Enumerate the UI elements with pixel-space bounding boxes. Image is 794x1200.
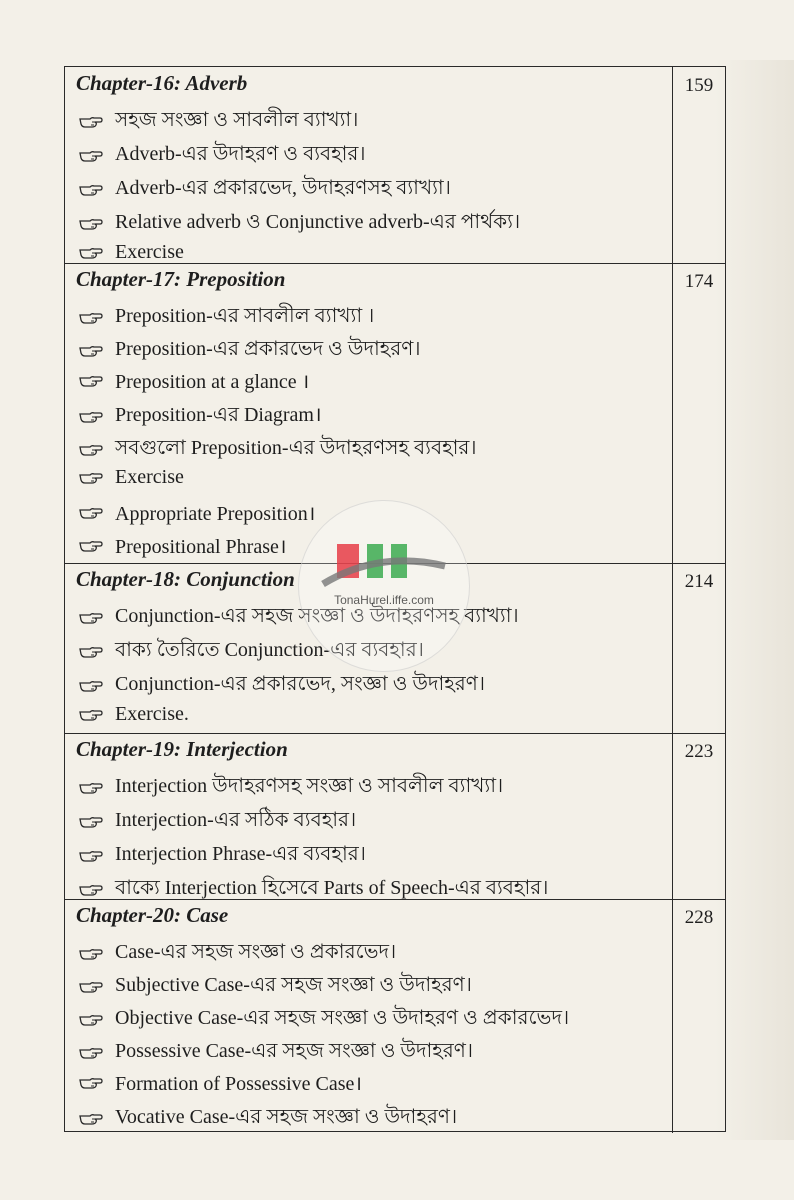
topic-list-item [79,1069,362,1096]
chapter-title: Chapter-18: Conjunction [76,567,295,591]
pointing-hand-icon [79,848,103,864]
pointing-hand-icon [79,442,103,458]
watermark [298,500,470,672]
topic-text: Interjection উদাহরণসহ সংজ্ঞা ও সাবলীল ব্যাখ্যা। [115,775,504,797]
chapter-block [65,733,725,900]
topic-text: Interjection-এর সঠিক ব্যবহার। [115,809,357,831]
topic-list-item [79,771,503,804]
pointing-hand-icon [79,814,103,830]
topic-list-item [79,805,356,838]
topic-text: Conjunction-এর প্রকারভেদ, সংজ্ঞা ও উদাহরণ। [115,673,486,695]
pointing-hand-icon [79,114,103,130]
topic-list-item [79,400,322,433]
topic-list-item [79,499,315,526]
pointing-hand-icon [79,1012,103,1028]
pointing-hand-icon [79,409,103,425]
topic-text: Exercise [115,241,184,263]
topic-text: বাক্য তৈরিতে Conjunction-এর ব্যবহার। [115,639,424,661]
topic-list-item [79,937,396,970]
topic-text: Interjection Phrase-এর ব্যবহার। [115,843,366,865]
topic-text: Conjunction-এর সহজ সংজ্ঞা ও উদাহরণসহ ব্যাখ্যা। [115,605,519,627]
pointing-hand-icon [79,1045,103,1061]
topic-text: Objective Case-এর সহজ সংজ্ঞা ও উদাহরণ ও প্রকারভেদ। [115,1007,570,1029]
chapter-title: Chapter-17: Preposition [76,267,286,291]
pointing-hand-icon [79,610,103,626]
topic-text: Preposition-এর সাবলীল ব্যাখ্যা । [115,305,375,327]
topic-list-item [79,532,286,559]
topic-text: Adverb-এর প্রকারভেদ, উদাহরণসহ ব্যাখ্যা। [115,177,451,199]
topic-list-item [79,1102,457,1135]
topic-text: Preposition at a glance । [115,371,310,393]
pointing-hand-icon [79,644,103,660]
topic-text: বাক্যে Interjection হিসেবে Parts of Speech-এর ব্যবহার। [115,877,549,899]
topic-text: Relative adverb ও Conjunctive adverb-এর পার্থক্য। [115,211,521,233]
topic-text: Adverb-এর উদাহরণ ও ব্যবহার। [115,143,366,165]
topic-text: সবগুলো Preposition-এর উদাহরণসহ ব্যবহার। [115,437,477,459]
topic-text: Appropriate Preposition। [115,503,316,525]
pointing-hand-icon [79,216,103,232]
topic-text: সহজ সংজ্ঞা ও সাবলীল ব্যাখ্যা। [115,109,359,131]
chapter-title: Chapter-19: Interjection [76,737,288,761]
topic-list-item [79,207,520,240]
chapter-block [65,67,725,264]
watermark-text: TonaHurel.iffe.com [334,593,434,607]
page-number-column [672,899,725,1133]
pointing-hand-icon [79,780,103,796]
topic-text: Formation of Possessive Case। [115,1073,363,1095]
pointing-hand-icon [79,373,103,389]
pointing-hand-icon [79,946,103,962]
pointing-hand-icon [79,979,103,995]
topic-text: Exercise. [115,703,189,725]
topic-list-item [79,839,366,872]
topic-list-item [79,669,485,702]
topic-text: Vocative Case-এর সহজ সংজ্ঞা ও উদাহরণ। [115,1106,458,1128]
page-edge-shadow [714,60,794,1140]
pointing-hand-icon [79,678,103,694]
topic-list-item [79,139,366,172]
pointing-hand-icon [79,245,103,261]
topic-text: Preposition-এর প্রকারভেদ ও উদাহরণ। [115,338,421,360]
page-number-column [672,263,725,563]
topic-text: Exercise [115,466,184,488]
topic-list-item [79,703,189,726]
topic-list-item [79,241,184,264]
pointing-hand-icon [79,505,103,521]
pointing-hand-icon [79,470,103,486]
pointing-hand-icon [79,882,103,898]
pointing-hand-icon [79,1075,103,1091]
watermark-logo-icon [319,536,449,591]
pointing-hand-icon [79,707,103,723]
topic-list-item [79,173,451,206]
topic-list-item [79,301,374,334]
topic-list-item [79,367,309,394]
chapter-page-number: 174 [684,271,714,292]
chapter-block [65,899,725,1133]
pointing-hand-icon [79,182,103,198]
chapter-title: Chapter-20: Case [76,903,229,927]
topic-list-item [79,970,472,1003]
topic-text: Preposition-এর Diagram। [115,404,322,426]
topic-list-item [79,334,421,367]
topic-list-item [79,433,477,466]
chapter-page-number: 159 [684,75,714,96]
topic-list-item [79,105,358,138]
chapter-page-number: 228 [684,907,714,928]
pointing-hand-icon [79,538,103,554]
pointing-hand-icon [79,310,103,326]
pointing-hand-icon [79,148,103,164]
chapter-page-number: 214 [684,571,714,592]
pointing-hand-icon [79,343,103,359]
topic-list-item [79,1036,473,1069]
topic-list-item [79,466,184,489]
topic-text: Subjective Case-এর সহজ সংজ্ঞা ও উদাহরণ। [115,974,472,996]
pointing-hand-icon [79,1111,103,1127]
chapter-page-number: 223 [684,741,714,762]
topic-list-item [79,1003,569,1036]
topic-text: Case-এর সহজ সংজ্ঞা ও প্রকারভেদ। [115,941,397,963]
chapter-title: Chapter-16: Adverb [76,71,248,95]
topic-text: Possessive Case-এর সহজ সংজ্ঞা ও উদাহরণ। [115,1040,474,1062]
topic-text: Prepositional Phrase। [115,536,287,558]
